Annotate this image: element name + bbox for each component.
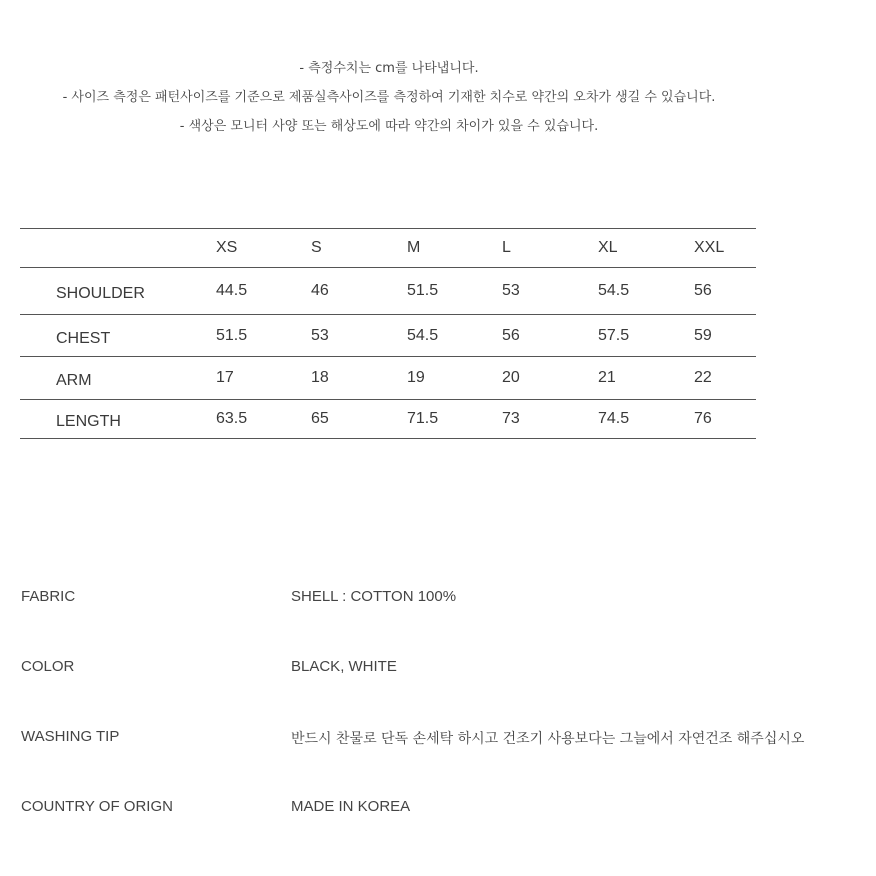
table-cell: 18 [311, 369, 329, 386]
table-row [20, 268, 756, 315]
measurement-notes [0, 54, 778, 141]
spec-fabric-value: SHELL : COTTON 100% [291, 588, 457, 605]
spec-color-label: COLOR [21, 658, 75, 675]
spec-washing-tip-value: 반드시 찬물로 단독 손세탁 하시고 건조기 사용보다는 그늘에서 자연건조 해주십시오 [291, 731, 805, 747]
note-color-difference: - 색상은 모니터 사양 또는 해상도에 따라 약간의 차이가 있을 수 있습니다. [179, 119, 599, 134]
table-cell: 53 [311, 326, 329, 344]
spec-fabric-label: FABRIC [21, 588, 76, 605]
table-cell: 20 [502, 369, 520, 386]
table-row [20, 315, 756, 357]
table-cell: 74.5 [598, 410, 630, 427]
header-size-l: L [502, 239, 511, 256]
header-size-xxl: XXL [694, 239, 725, 256]
size-table [20, 228, 756, 439]
table-cell: 53 [502, 282, 520, 299]
table-cell: 54.5 [598, 282, 630, 299]
spec-country-value: MADE IN KOREA [291, 798, 411, 815]
row-label-length: LENGTH [56, 413, 121, 430]
table-cell: 63.5 [216, 410, 248, 427]
spec-washing-tip-label: WASHING TIP [21, 728, 120, 745]
table-cell: 71.5 [407, 410, 439, 427]
table-cell: 46 [311, 282, 329, 299]
table-cell: 54.5 [407, 326, 439, 344]
table-cell: 56 [694, 282, 712, 299]
row-label-chest: CHEST [56, 329, 111, 347]
size-header-row [20, 229, 756, 268]
row-label-shoulder: SHOULDER [56, 285, 145, 302]
table-cell: 19 [407, 369, 425, 386]
table-cell: 57.5 [598, 326, 630, 344]
spec-country-label: COUNTRY OF ORIGN [21, 798, 173, 815]
table-cell: 56 [502, 326, 520, 344]
header-size-m: M [407, 239, 421, 256]
table-cell: 59 [694, 326, 712, 344]
table-cell: 44.5 [216, 282, 248, 299]
table-cell: 65 [311, 410, 329, 427]
row-label-arm: ARM [56, 372, 92, 389]
spec-color-value: BLACK, WHITE [291, 658, 397, 675]
table-cell: 22 [694, 369, 712, 386]
note-unit: - 측정수치는 cm를 나타냅니다. [299, 61, 479, 76]
table-cell: 76 [694, 410, 712, 427]
header-size-s: S [311, 239, 322, 256]
table-cell: 17 [216, 369, 234, 386]
table-row [20, 400, 756, 439]
table-cell: 51.5 [407, 282, 439, 299]
table-cell: 73 [502, 410, 520, 427]
header-size-xs: XS [216, 239, 238, 256]
note-measurement-error: - 사이즈 측정은 패턴사이즈를 기준으로 제품실측사이즈를 측정하여 기재한 치수로 약간의 오차가 생길 수 있습니다. [62, 90, 716, 105]
table-row [20, 357, 756, 400]
header-size-xl: XL [598, 239, 618, 256]
header-corner-cell [20, 229, 216, 268]
table-cell: 51.5 [216, 326, 248, 344]
table-cell: 21 [598, 369, 616, 386]
